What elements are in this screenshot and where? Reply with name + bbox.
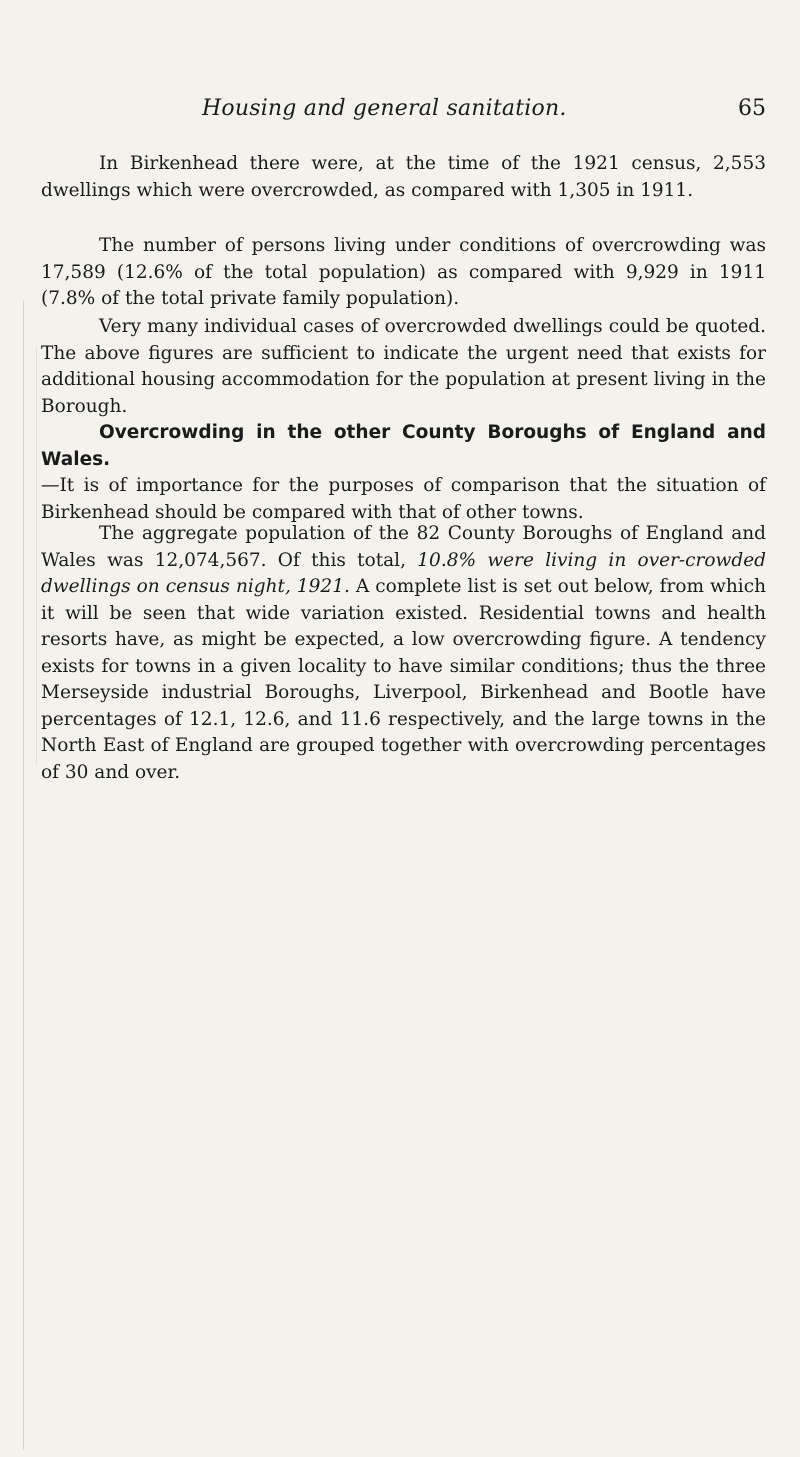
paragraph-county-boroughs-end: A complete list is set out below, from which it will be seen that wide variation existed. Residential towns and health resorts have, as might be expected, a low overcrowding figure. A tendency exists for towns in a given locality to have similar conditions; thus the three Merseyside industrial Boroughs, Liverpool, Birkenhead and Bootle have percentages of 12.1, 12.6, and 11.6 respectively, and the large towns in the North East of England are grouped together with overcrowding percentages of 30 and over. (41, 576, 766, 783)
running-header-title: Housing and general sanitation. (202, 96, 567, 121)
section-heading-block (41, 420, 766, 526)
paragraph-county-boroughs (41, 521, 766, 786)
paragraph-overcrowded-persons: The number of persons living under conditions of overcrowding was 17,589 (12.6% of the total population) as compared with 9,929 in 1911 (7.8% of the total private family population). (41, 235, 766, 309)
running-header (202, 96, 766, 124)
section-heading-continuation: —It is of importance for the purposes of comparison that the situation of Birkenhead should be compared with that of other towns. (41, 475, 766, 523)
paragraph-county-boroughs-emphasis: 10.8% were living in over-crowded dwellings on census night, 1921. (41, 549, 766, 597)
page-number: 65 (738, 96, 766, 121)
section-heading: Overcrowding in the other County Boroughs of England and Wales. (41, 422, 766, 470)
paragraph-overcrowded-dwellings: In Birkenhead there were, at the time of the 1921 census, 2,553 dwellings which were overcrowded, as compared with 1,305 in 1911. (41, 153, 766, 201)
page-gutter-shadow-inner (36, 346, 37, 766)
paragraph-county-boroughs-start: The aggregate population of the 82 County Boroughs of England and Wales was 12,074,567. Of this total, (41, 523, 766, 571)
page-gutter-shadow (23, 300, 24, 1450)
paragraph-housing-need: Very many individual cases of overcrowded dwellings could be quoted. The above figures are sufficient to indicate the urgent need that exists for additional housing accommodation for the population at present living in the Borough. (41, 316, 766, 417)
